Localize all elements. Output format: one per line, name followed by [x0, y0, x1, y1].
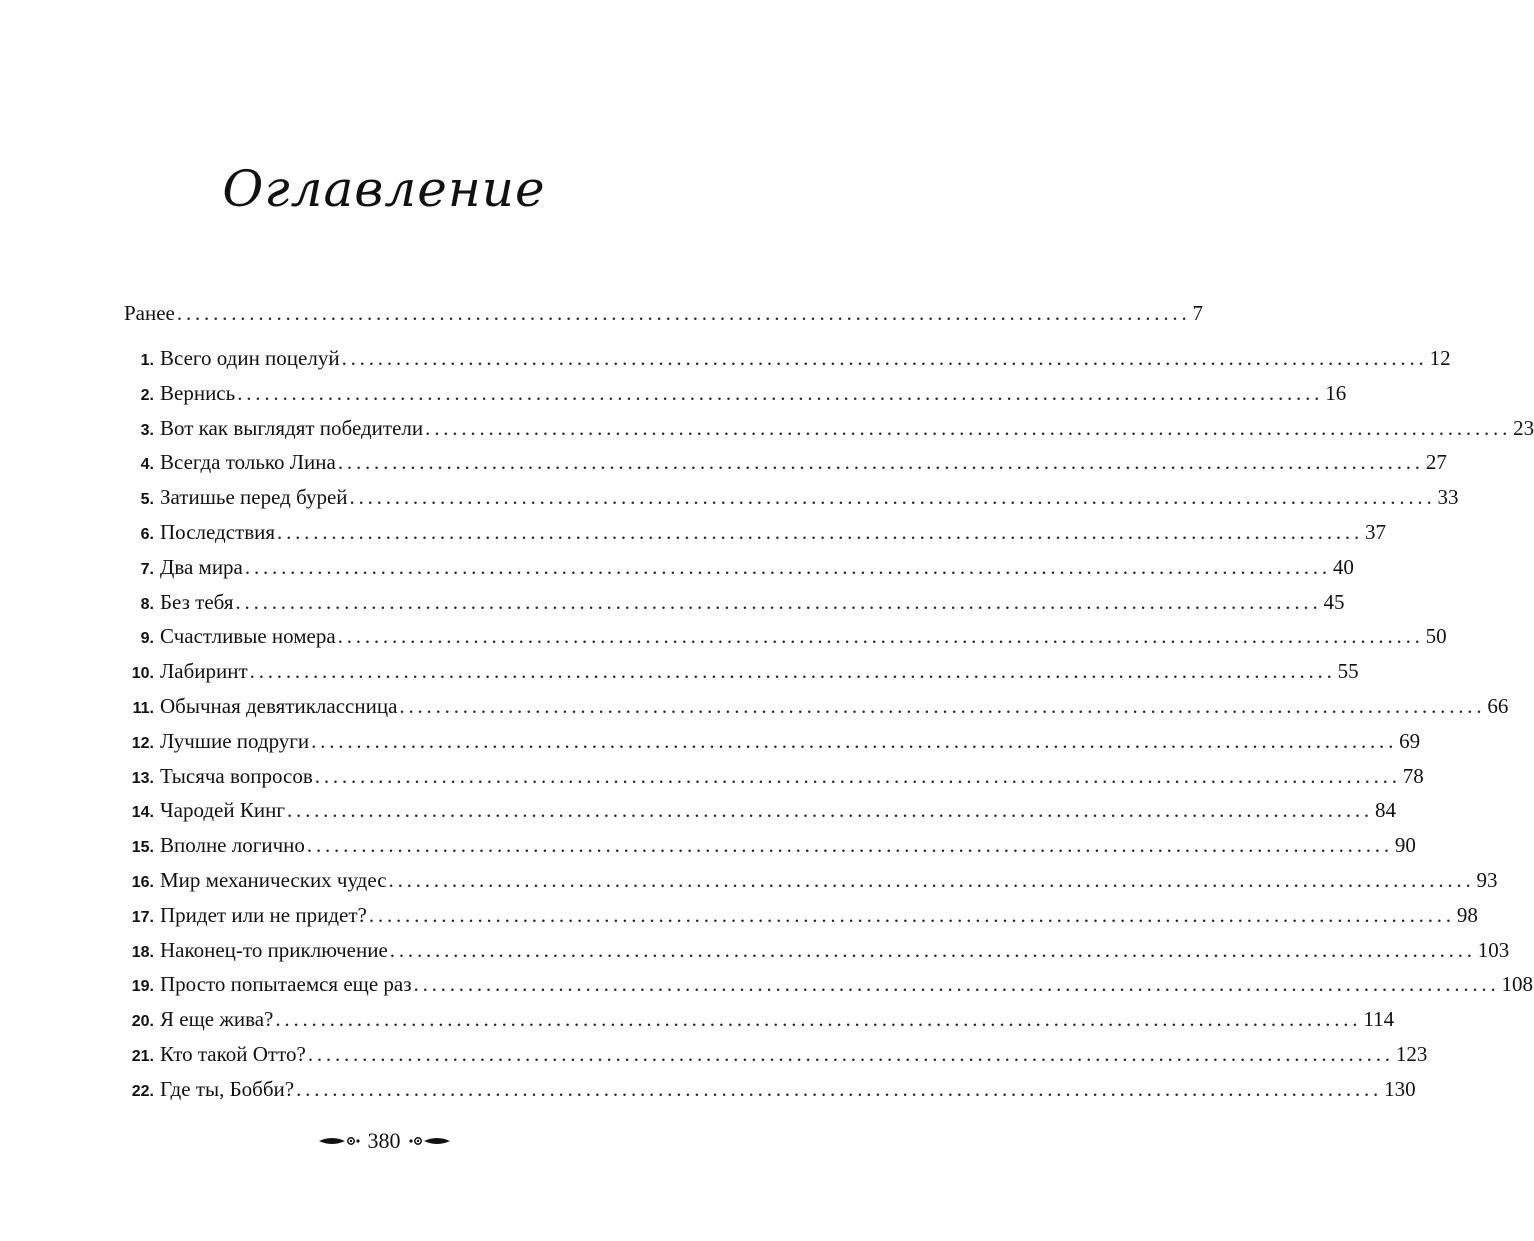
- chapter-title: Где ты, Бобби?: [160, 1076, 295, 1101]
- leader-dots: ........................................................................................................................: [413, 972, 1500, 997]
- toc-entry: [124, 482, 1459, 512]
- chapter-page: 55: [1337, 659, 1359, 684]
- chapter-title: Мир механических чудес: [160, 868, 387, 892]
- chapter-page: 78: [1402, 763, 1424, 788]
- toc-entry: [124, 413, 1534, 443]
- toc-entry: [124, 517, 1387, 547]
- chapter-number: 13.: [131, 769, 154, 787]
- chapter-number: 2.: [140, 386, 154, 404]
- chapter-title: Придет или не придет?: [160, 902, 367, 927]
- toc-entry: [124, 900, 1478, 930]
- ornament-right-icon: [407, 1134, 451, 1148]
- chapter-page: 50: [1425, 624, 1447, 649]
- chapter-page: 66: [1487, 694, 1509, 718]
- chapter-page: 69: [1399, 728, 1421, 753]
- page-folio: [0, 1128, 768, 1154]
- chapter-number: 8.: [140, 595, 154, 613]
- toc-entry: [124, 935, 1510, 965]
- leader-dots: ........................................................................................................................: [349, 485, 1436, 510]
- chapter-title: Затишье перед бурей: [160, 485, 348, 510]
- chapter-title: Наконец-то приключение: [160, 937, 388, 962]
- toc-entry: [124, 587, 1345, 617]
- leader-dots: ........................................................................................................................: [311, 728, 1398, 753]
- chapter-page: 12: [1429, 346, 1451, 370]
- page-title: Оглавление: [222, 160, 546, 218]
- toc-entry-intro: [124, 298, 1203, 328]
- chapter-page: 45: [1323, 589, 1345, 614]
- toc-entry: [124, 795, 1396, 825]
- chapter-number: 10.: [131, 665, 154, 683]
- chapter-page: 98: [1456, 902, 1478, 927]
- chapter-number: 21.: [131, 1048, 154, 1065]
- chapter-page: 103: [1477, 937, 1510, 962]
- chapter-title: Я еще жива?: [160, 1007, 274, 1032]
- leader-dots: ........................................................................................................................: [286, 798, 1373, 823]
- chapter-number: 17.: [131, 908, 154, 926]
- chapter-page: 33: [1437, 485, 1459, 510]
- leader-dots: ........................................................................................................................: [296, 1076, 1383, 1101]
- chapter-page: 123: [1395, 1042, 1428, 1066]
- chapter-number: 22.: [131, 1082, 154, 1100]
- chapter-page: 108: [1501, 972, 1534, 997]
- toc-entry: [124, 343, 1451, 373]
- chapter-title: Вернись: [160, 380, 236, 405]
- chapter-number: 19.: [131, 978, 154, 996]
- leader-dots: ........................................................................................................................: [389, 937, 1476, 962]
- leader-dots: ........................................................................................................................: [388, 868, 1475, 892]
- leader-dots: ........................................................................................................................: [277, 520, 1364, 544]
- chapter-number: 15.: [131, 839, 154, 857]
- chapter-number: 5.: [140, 491, 154, 509]
- chapter-number: 16.: [131, 874, 154, 891]
- chapter-page: 84: [1374, 798, 1396, 823]
- toc-entry: [124, 656, 1359, 686]
- toc-entry: [124, 447, 1447, 477]
- leader-dots: ........................................................................................................................: [237, 380, 1324, 405]
- leader-dots: ........................................................................................................................: [314, 763, 1401, 788]
- chapter-number: 20.: [131, 1013, 154, 1031]
- leader-dots: ........................................................................................................................: [337, 450, 1424, 475]
- chapter-number: 11.: [132, 700, 154, 717]
- chapter-number: 14.: [131, 804, 154, 822]
- chapter-page: 93: [1476, 868, 1498, 892]
- chapter-number: 18.: [131, 943, 154, 961]
- chapter-number: 3.: [140, 421, 154, 439]
- chapter-title: Вот как выглядят победители: [160, 415, 424, 440]
- chapter-title: Просто попытаемся еще раз: [160, 972, 412, 997]
- chapter-page: 90: [1394, 833, 1416, 858]
- toc-entry: [124, 726, 1421, 756]
- ornament-left-icon: [318, 1134, 362, 1148]
- toc-entry: [124, 761, 1424, 791]
- leader-dots: ........................................................................................................................: [307, 1042, 1394, 1066]
- leader-dots: ........................................................................................................................: [337, 624, 1424, 649]
- chapter-page: 130: [1384, 1076, 1416, 1101]
- chapter-page: 23: [1513, 415, 1534, 440]
- leader-dots: ........................................................................................................................: [399, 694, 1486, 718]
- chapter-title: Лабиринт: [160, 659, 248, 684]
- chapter-page: 27: [1425, 450, 1447, 475]
- chapter-title: Счастливые номера: [160, 624, 336, 649]
- chapter-title: Без тебя: [160, 589, 234, 614]
- chapter-number: 7.: [140, 560, 154, 578]
- toc-entry: [124, 621, 1447, 651]
- chapter-title: Всегда только Лина: [160, 450, 336, 475]
- toc-entry: [124, 378, 1347, 408]
- leader-dots: ........................................................................................................................: [425, 415, 1512, 440]
- toc-entry: [124, 1004, 1395, 1034]
- toc-entry: [124, 691, 1509, 721]
- chapter-number: 4.: [140, 456, 154, 474]
- chapter-title: Два мира: [160, 554, 243, 579]
- chapter-title: Чародей Кинг: [160, 798, 285, 823]
- page-number: 380: [367, 1128, 401, 1153]
- toc-entry: [124, 1074, 1416, 1104]
- leader-dots: ........................................................................................................................: [306, 833, 1393, 858]
- chapter-page: 40: [1332, 554, 1354, 579]
- leader-dots: ........................................................................................................................: [244, 554, 1331, 579]
- chapter-title: Вполне логично: [160, 833, 305, 858]
- toc-entry: [124, 969, 1534, 999]
- leader-dots: ................................................................................................................: [176, 301, 1191, 325]
- toc-entry: [124, 830, 1416, 860]
- chapter-title: Обычная девятиклассница: [160, 694, 398, 718]
- chapter-number: 12.: [131, 734, 154, 752]
- chapter-number: 6.: [140, 526, 154, 543]
- chapter-page: 16: [1325, 380, 1347, 405]
- leader-dots: ........................................................................................................................: [249, 659, 1336, 684]
- chapter-page: 37: [1365, 520, 1387, 544]
- chapter-title: Кто такой Отто?: [160, 1042, 306, 1066]
- chapter-page: 114: [1363, 1007, 1395, 1032]
- chapter-title: Последствия: [160, 520, 276, 544]
- toc-entry: [124, 865, 1498, 895]
- toc-entry-page: 7: [1192, 301, 1203, 325]
- chapter-title: Всего один поцелуй: [160, 346, 340, 370]
- leader-dots: ........................................................................................................................: [341, 346, 1428, 370]
- chapter-title: Лучшие подруги: [160, 728, 310, 753]
- chapter-number: 9.: [140, 630, 154, 648]
- toc-entry-label: Ранее: [124, 301, 175, 325]
- chapter-number: 1.: [140, 352, 154, 369]
- chapter-title: Тысяча вопросов: [160, 763, 313, 788]
- leader-dots: ........................................................................................................................: [368, 902, 1455, 927]
- toc-entry: [124, 552, 1354, 582]
- toc-entry: [124, 1039, 1428, 1069]
- leader-dots: ........................................................................................................................: [275, 1007, 1362, 1032]
- leader-dots: ........................................................................................................................: [235, 589, 1322, 614]
